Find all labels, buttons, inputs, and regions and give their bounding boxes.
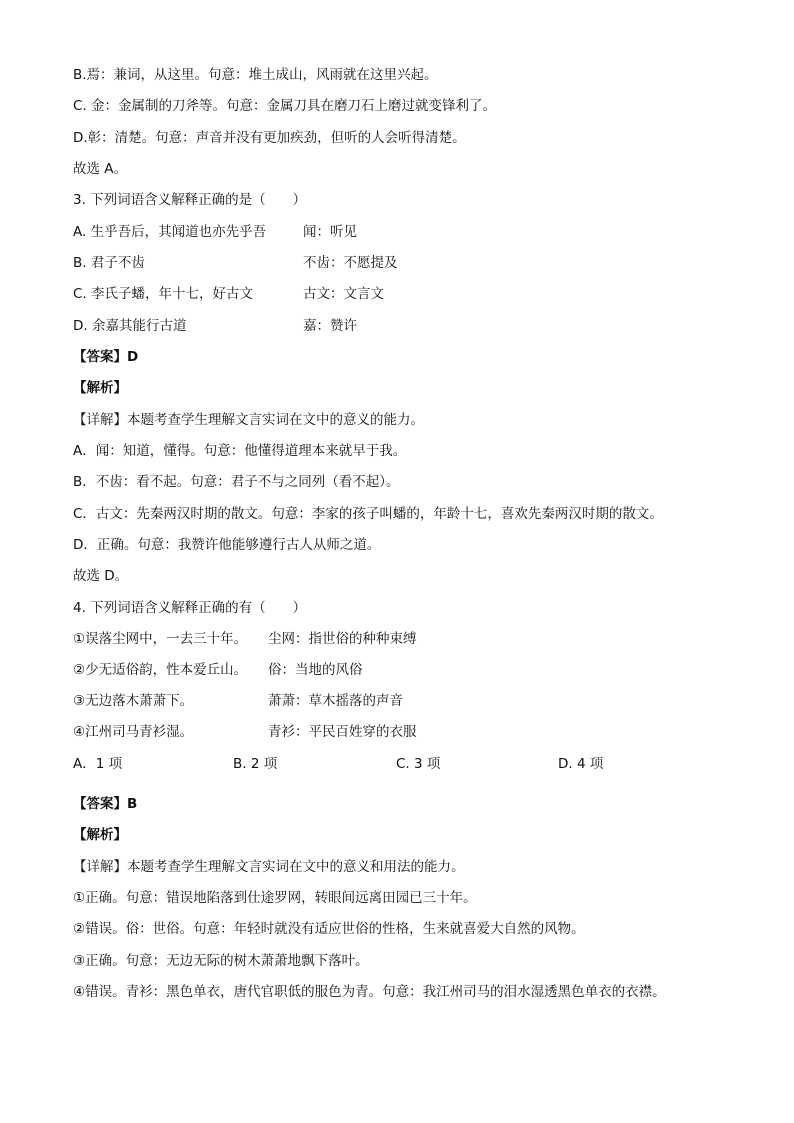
text-line: 故选 A。	[73, 161, 128, 177]
q4-detail-line: 【详解】本题考查学生理解文言实词在文中的意义和用法的能力。	[73, 859, 465, 875]
q4-item-2	[73, 661, 363, 679]
q3-detail-line: C．古文：先秦两汉时期的散文。句意：李家的孩子叫蟠的，年龄十七，喜欢先秦两汉时期的散文。	[73, 506, 663, 522]
q4-item-text: ③无边落木萧萧下。	[73, 693, 194, 709]
question-4-title: 4. 下列词语含义解释正确的有（ ）	[73, 600, 307, 616]
q4-item-explanation: 俗：当地的风俗	[268, 662, 363, 678]
q4-item-text: ②少无适俗韵，性本爱丘山。	[73, 662, 248, 678]
q3-option-explanation: 古文：文言文	[303, 286, 384, 302]
q3-option-b	[73, 254, 398, 272]
q4-item-text: ④江州司马青衫湿。	[73, 724, 194, 740]
q3-option-a	[73, 223, 357, 241]
q3-detail-line: D．正确。句意：我赞许他能够遵行古人从师之道。	[73, 537, 381, 553]
q4-item-explanation: 萧萧：草木摇落的声音	[268, 693, 403, 709]
q4-choice-c: C. 3 项	[396, 756, 441, 772]
q4-item-explanation: 青衫：平民百姓穿的衣服	[268, 724, 417, 740]
q4-item-1	[73, 630, 417, 648]
q4-choice-d: D. 4 项	[558, 756, 604, 772]
q3-option-text: D. 余嘉其能行古道	[73, 318, 187, 334]
q4-choice-a: A．1 项	[73, 756, 123, 772]
q4-item-3	[73, 692, 403, 710]
q4-detail-line: ④错误。青衫：黑色单衣，唐代官职低的服色为青。句意：我江州司马的泪水湿透黑色单衣的衣襟。	[73, 984, 666, 1000]
text-line: C. 金：金属制的刀斧等。句意：金属刀具在磨刀石上磨过就变锋利了。	[73, 98, 497, 114]
q3-detail-line: 故选 D。	[73, 568, 129, 584]
q3-option-text: B. 君子不齿	[73, 255, 145, 271]
text-line: B.焉：兼词，从这里。句意：堆土成山，风雨就在这里兴起。	[73, 67, 438, 83]
q3-option-explanation: 闻：听见	[303, 224, 357, 240]
q4-item-explanation: 尘网：指世俗的种种束缚	[268, 631, 417, 647]
text-line: D.彰：清楚。句意：声音并没有更加疾劲，但听的人会听得清楚。	[73, 130, 466, 146]
q3-option-text: A. 生乎吾后，其闻道也亦先乎吾	[73, 224, 267, 240]
q4-detail-line: ②错误。俗：世俗。句意：年轻时就没有适应世俗的性格，生来就喜爱大自然的风物。	[73, 921, 585, 937]
q3-detail-line: 【详解】本题考查学生理解文言实词在文中的意义的能力。	[73, 412, 424, 428]
q4-item-4	[73, 723, 417, 741]
question-3-title: 3. 下列词语含义解释正确的是（ ）	[73, 192, 307, 208]
q3-detail-line: A．闻：知道，懂得。句意：他懂得道理本来就早于我。	[73, 443, 407, 459]
q3-option-explanation: 不齿：不愿提及	[303, 255, 398, 271]
q4-detail-line: ③正确。句意：无边无际的树木萧萧地飘下落叶。	[73, 953, 369, 969]
q4-choices	[73, 755, 723, 773]
q3-option-explanation: 嘉：赞许	[303, 318, 357, 334]
q3-option-text: C. 李氏子蟠，年十七，好古文	[73, 286, 254, 302]
q3-option-d	[73, 317, 357, 335]
q4-item-text: ①误落尘网中，一去三十年。	[73, 631, 248, 647]
q4-choice-b: B. 2 项	[233, 756, 278, 772]
q3-analysis-heading: 【解析】	[73, 380, 127, 396]
q3-detail-line: B．不齿：看不起。句意：君子不与之同列（看不起）。	[73, 474, 400, 490]
q4-analysis-heading: 【解析】	[73, 827, 127, 843]
q4-detail-line: ①正确。句意：错误地陷落到仕途罗网，转眼间远离田园已三十年。	[73, 890, 477, 906]
q3-answer: 【答案】D	[73, 349, 139, 365]
q4-answer: 【答案】B	[73, 796, 138, 812]
q3-option-c	[73, 285, 384, 303]
